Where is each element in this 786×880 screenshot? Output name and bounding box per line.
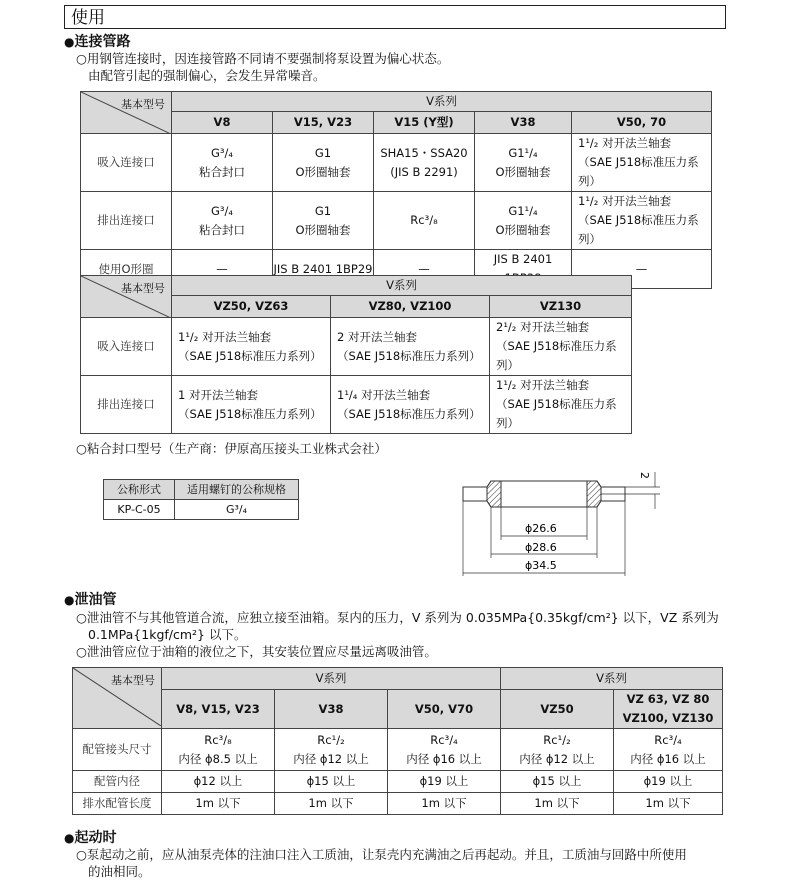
corner-label: 基本型号 [121, 98, 165, 111]
table-row [81, 376, 632, 434]
model-header: VZ130 [490, 296, 632, 318]
corner-cell [81, 276, 172, 318]
cell-line: （SAE J518标准压力系列） [337, 406, 481, 421]
cell-line: 1¹/₂ 对开法兰轴套 [578, 136, 672, 150]
start-paragraph [76, 846, 736, 880]
cell [614, 729, 723, 771]
model-header [614, 690, 723, 729]
series-header: V系列 [162, 668, 501, 690]
cell [273, 134, 374, 192]
table-row [73, 729, 723, 771]
drain-table [72, 667, 723, 815]
cell [501, 729, 614, 771]
para-line: 0.1MPa{1kgf/cm²} 以下。 [88, 627, 247, 642]
corner-cell [81, 92, 172, 134]
stub-left [463, 487, 487, 501]
cell: KP-C-05 [104, 500, 175, 520]
cell-line: 2 对开法兰轴套 [337, 329, 417, 344]
model-header: V15, V23 [273, 112, 374, 134]
model-header: V50, 70 [572, 112, 712, 134]
row-label: 排出连接口 [81, 192, 172, 250]
model-header: VZ50 [501, 690, 614, 729]
cell: ϕ19 以上 [614, 771, 723, 793]
cell: 1m 以下 [162, 793, 275, 815]
cell: JIS B 2401 [475, 250, 572, 289]
model-header: V8, V15, V23 [162, 690, 275, 729]
seal-model-table [103, 479, 299, 520]
cell-line: 粘合封口 [199, 164, 245, 179]
row-label: 配管内径 [73, 771, 162, 793]
cell-line: SHA15・SSA20 [380, 145, 468, 160]
cell [388, 729, 501, 771]
model-header: V15 (Y型) [374, 112, 475, 134]
cell-line: Rc³/₄ [654, 732, 682, 747]
cell-line: G³/₄ [210, 203, 233, 218]
cell: JIS B 2401 1BP29 [273, 250, 374, 289]
connection-table-vz [80, 275, 632, 434]
cell-line: 内径 ϕ16 以上 [630, 751, 706, 766]
cell-line: (JIS B 2291) [390, 164, 458, 179]
cell: — [172, 250, 273, 289]
heading-text: 连接管路 [74, 34, 131, 50]
cell [172, 376, 331, 434]
cell [275, 729, 388, 771]
cell: 1m 以下 [388, 793, 501, 815]
model-header-line: VZ100, VZ130 [622, 711, 714, 725]
piping-paragraph [76, 50, 449, 84]
cell-line: G1¹/₄ [508, 203, 538, 218]
cell-line: （SAE J518标准压力系列） [496, 339, 617, 372]
cell-line: 1 对开法兰轴套 [178, 387, 258, 402]
row-label: 排出连接口 [81, 376, 172, 434]
cell [331, 376, 490, 434]
cell: ϕ15 以上 [275, 771, 388, 793]
series-header: V系列 [172, 92, 712, 112]
cell: ϕ19 以上 [388, 771, 501, 793]
cell-line: 内径 ϕ8.5 以上 [178, 751, 258, 766]
table-header: 适用螺钉的公称规格 [175, 480, 299, 500]
section-heading-drain [64, 589, 116, 609]
cell [572, 134, 712, 192]
cell: 1m 以下 [614, 793, 723, 815]
cell: G³/₄ [175, 500, 299, 520]
model-header: V50, V70 [388, 690, 501, 729]
seal-drawing [455, 464, 670, 579]
table-row [81, 318, 632, 376]
corner-cell [73, 668, 162, 729]
model-header: VZ50, VZ63 [172, 296, 331, 318]
cell-line: 1¹/₄ 对开法兰轴套 [337, 387, 431, 402]
table-header: 公称形式 [104, 480, 175, 500]
seal-note: ○粘合封口型号（生产商：伊原高压接头工业株式会社） [76, 441, 387, 456]
section-heading-piping [64, 31, 130, 51]
cell-line: 1¹/₂ 对开法兰轴套 [178, 329, 272, 344]
row-label: 吸入连接口 [81, 134, 172, 192]
bullet-dot-icon: ● [64, 831, 75, 845]
cell [572, 192, 712, 250]
cell [490, 376, 632, 434]
cell-line: Rc³/₈ [204, 732, 232, 747]
cell-line: 2¹/₂ 对开法兰轴套 [496, 320, 590, 334]
para-line: 的油相同。 [88, 864, 151, 879]
cell-line: G³/₄ [210, 145, 233, 160]
series-header: V系列 [501, 668, 723, 690]
dim-thickness: 2 [638, 472, 651, 479]
cell: 1m 以下 [501, 793, 614, 815]
para-line: ○泄油管应位于油箱的液位之下，其安装位置应尽量远离吸油管。 [76, 644, 437, 659]
drain-paragraph [76, 609, 736, 660]
corner-label: 基本型号 [121, 282, 165, 295]
row-label: 使用O形圈 [81, 250, 172, 289]
bullet-dot-icon: ● [64, 593, 75, 607]
cell-line: （SAE J518标准压力系列） [578, 213, 699, 246]
bullet-dot-icon: ● [64, 35, 75, 49]
cell-line: 内径 ϕ16 以上 [406, 751, 482, 766]
cell-line: （SAE J518标准压力系列） [496, 397, 617, 430]
cell [374, 134, 475, 192]
page-title: 使用 [64, 5, 726, 29]
cell [331, 318, 490, 376]
dim-mid: ϕ28.6 [525, 541, 557, 554]
model-header: VZ80, VZ100 [331, 296, 490, 318]
cell [374, 192, 475, 250]
cell: 1m 以下 [275, 793, 388, 815]
table-row [73, 793, 723, 815]
cell-line: Rc³/₈ [410, 213, 438, 227]
bullet-circle-icon: ○ [76, 51, 87, 66]
cell [475, 134, 572, 192]
dim-inner: ϕ26.6 [525, 522, 557, 535]
table-row [81, 134, 712, 192]
corner-label: 基本型号 [111, 674, 155, 687]
cell: ϕ12 以上 [162, 771, 275, 793]
cell-line: （SAE J518标准压力系列） [178, 406, 322, 421]
para-line: ○泄油管不与其他管道合流，应独立接至油箱。泵内的压力，V 系列为 0.035MPa{0.35kgf/cm²} 以下，VZ 系列为 [76, 610, 719, 625]
cell [172, 318, 331, 376]
table-row [104, 500, 299, 520]
cell-line: （SAE J518标准压力系列） [337, 348, 481, 363]
cell: ϕ15 以上 [501, 771, 614, 793]
cell [172, 134, 273, 192]
cell [172, 192, 273, 250]
cell-line: O形圈轴套 [495, 164, 551, 179]
hatch-left [487, 481, 501, 507]
para-line: 由配管引起的强制偏心，会发生异常噪音。 [88, 68, 326, 83]
cell-line: G1¹/₄ [508, 145, 538, 160]
cell-line: （SAE J518标准压力系列） [578, 155, 699, 188]
cell-line: Rc³/₄ [430, 732, 458, 747]
cell-line: O形圈轴套 [295, 222, 351, 237]
row-label: 排水配管长度 [73, 793, 162, 815]
cell-line: G1 [314, 203, 332, 218]
model-header: V38 [275, 690, 388, 729]
series-header: V系列 [172, 276, 632, 296]
model-header: V8 [172, 112, 273, 134]
model-header: V38 [475, 112, 572, 134]
cell-line: 内径 ϕ12 以上 [519, 751, 595, 766]
model-header-line: VZ 63, VZ 80 [626, 692, 710, 706]
para-line: 用钢管连接时，因连接管路不同请不要强制将泵设置为偏心状态。 [86, 51, 450, 66]
cell-line: Rc¹/₂ [317, 732, 345, 747]
cell-line: O形圈轴套 [495, 222, 551, 237]
cell-line: （SAE J518标准压力系列） [178, 348, 322, 363]
row-label: 配管接头尺寸 [73, 729, 162, 771]
dim-outer: ϕ34.5 [525, 559, 557, 572]
connection-table-v [80, 91, 712, 289]
cell [162, 729, 275, 771]
hatch-right [587, 481, 601, 507]
cell: — [572, 250, 712, 289]
cell-line: 粘合封口 [199, 222, 245, 237]
section-heading-start [64, 827, 116, 847]
table-row [73, 771, 723, 793]
cell-line: O形圈轴套 [295, 164, 351, 179]
cell: — [374, 250, 475, 289]
row-label: 吸入连接口 [81, 318, 172, 376]
cell-line: 1¹/₂ 对开法兰轴套 [496, 378, 590, 392]
seal-body [487, 481, 601, 507]
cell-line: 1¹/₂ 对开法兰轴套 [578, 194, 672, 208]
cell [475, 192, 572, 250]
para-line: ○泵起动之前，应从油泵壳体的注油口注入工质油，让泵壳内充满油之后再起动。并且，工质油与回路中所使用 [76, 847, 687, 862]
cell-line: 内径 ϕ12 以上 [293, 751, 369, 766]
table-row [81, 192, 712, 250]
cell-line: G1 [314, 145, 332, 160]
cell [273, 192, 374, 250]
heading-text: 起动时 [74, 830, 117, 846]
cell-line: Rc¹/₂ [543, 732, 571, 747]
heading-text: 泄油管 [74, 592, 117, 608]
cell [490, 318, 632, 376]
